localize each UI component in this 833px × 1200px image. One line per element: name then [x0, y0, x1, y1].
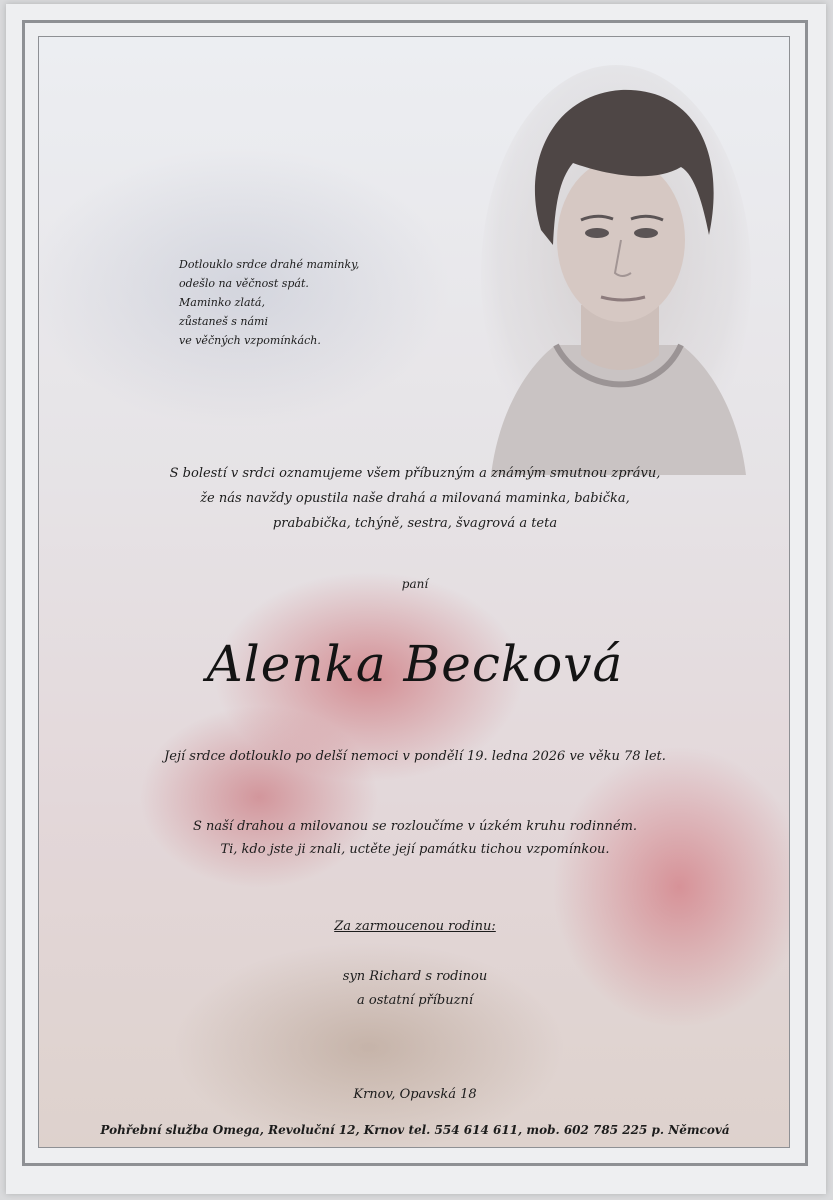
- verse-line: Dotlouklo srdce drahé maminky,: [179, 258, 360, 271]
- verse-line: ve věčných vzpomínkách.: [179, 334, 321, 347]
- inner-border: [38, 36, 790, 1148]
- memorial-verse: [179, 255, 439, 350]
- family-list: [39, 965, 790, 1013]
- obituary-sheet: [6, 4, 826, 1194]
- verse-line: Maminko zlatá,: [179, 296, 265, 309]
- farewell-line: Ti, kdo jste ji znali, uctěte její památku tichou vzpomínkou.: [220, 842, 610, 857]
- family-title: Za zarmoucenou rodinu:: [334, 919, 496, 934]
- announcement-line: prababička, tchýně, sestra, švagrová a teta: [272, 516, 558, 531]
- funeral-service: Pohřební služba Omega, Revoluční 12, Krnov tel. 554 614 611, mob. 602 785 225 p. Němcová: [100, 1123, 730, 1137]
- family-line: a ostatní příbuzní: [356, 993, 473, 1008]
- address: Krnov, Opavská 18: [353, 1087, 477, 1102]
- verse-line: odešlo na věčnost spát.: [179, 277, 309, 290]
- farewell-text: [39, 815, 790, 861]
- announcement-line: že nás navždy opustila naše drahá a milovaná maminka, babička,: [200, 491, 630, 506]
- death-notice: Její srdce dotlouklo po delší nemoci v pondělí 19. ledna 2026 ve věku 78 let.: [164, 749, 666, 764]
- portrait-photo: [481, 55, 751, 475]
- verse-line: zůstaneš s námi: [179, 315, 268, 328]
- deceased-name: Alenka Becková: [206, 635, 624, 693]
- announcement: [39, 461, 790, 536]
- announcement-line: S bolestí v srdci oznamujeme všem příbuzným a známým smutnou zprávu,: [169, 466, 661, 481]
- family-line: syn Richard s rodinou: [342, 969, 488, 984]
- title-word: paní: [401, 577, 429, 591]
- farewell-line: S naší drahou a milovanou se rozloučíme v úzkém kruhu rodinném.: [192, 819, 638, 834]
